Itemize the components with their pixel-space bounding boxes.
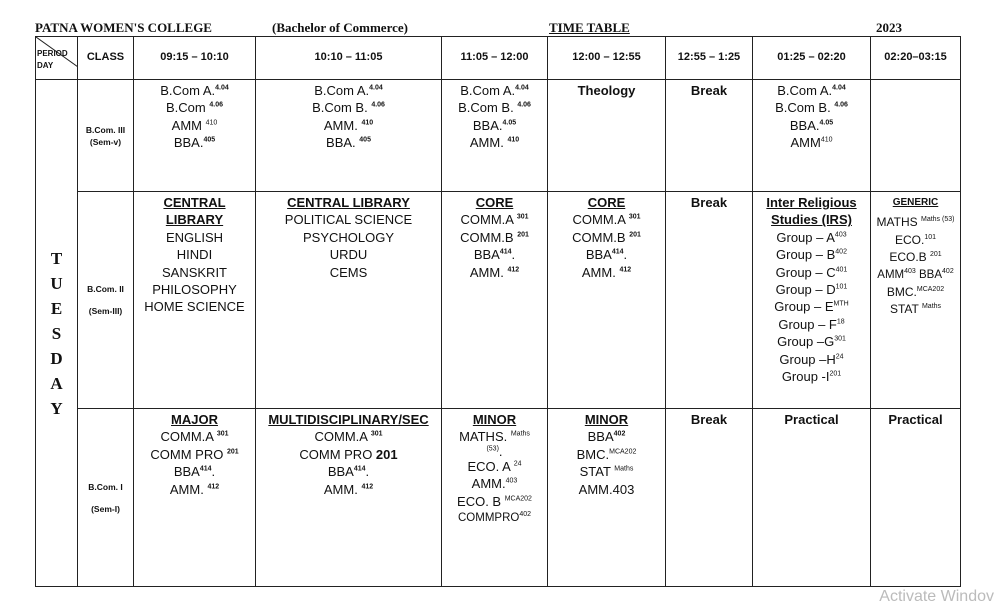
period-cell: CORE COMM.A $^{301}$ COMM.B $^{201}$ BBA$^{414}$. AMM. $^{412}$: [548, 192, 666, 409]
course-name: (Bachelor of Commerce): [272, 20, 408, 35]
period-cell: B.Com A.$^{4.04}$ B.Com B. $^{4.06}$ BBA.$^{4.05}$ AMM. $^{410}$: [442, 80, 548, 192]
class-cell: B.Com. III (Sem-v): [78, 80, 134, 192]
class-cell: B.Com. I (Sem-I): [78, 409, 134, 587]
period-cell: CORE COMM.A $^{301}$ COMM.B $^{201}$ BBA$^{414}$. AMM. $^{412}$: [442, 192, 548, 409]
period-label: PERIOD: [37, 49, 68, 58]
table-row: [36, 80, 961, 192]
period-cell: B.Com A.$^{4.04}$ B.Com B. $^{4.06}$ BBA.$^{4.05}$ AMM$^{410}$: [753, 80, 871, 192]
period-cell: B.Com A.$^{4.04}$ B.Com $^{4.06}$ AMM $^{410}$ BBA.$^{405}$: [134, 80, 256, 192]
period-cell: Practical: [871, 409, 961, 587]
class-cell: B.Com. II (Sem-III): [78, 192, 134, 409]
break-cell: Break: [666, 192, 753, 409]
period-cell: B.Com A.$^{4.04}$ B.Com B. $^{4.06}$ AMM. $^{410}$ BBA. $^{405}$: [256, 80, 442, 192]
timetable: [35, 36, 961, 587]
period-cell: Theology: [548, 80, 666, 192]
day-cell: T U E S D A Y: [36, 80, 78, 587]
period-header: 10:10 – 11:05: [256, 37, 442, 80]
table-row: [36, 409, 961, 587]
period-cell: [871, 80, 961, 192]
period-cell: MINOR MATHS. $^{Maths}$ $^{(53)}$. ECO. A $^{24}$ AMM.$^{403}$ ECO. B $^{MCA202}$ COMMPRO$^{402}$: [442, 409, 548, 587]
period-header: 11:05 – 12:00: [442, 37, 548, 80]
table-row: [36, 192, 961, 409]
period-cell: Practical: [753, 409, 871, 587]
period-cell: Inter Religious Studies (IRS) Group – $A^{403}$ Group – $B^{402}$ Group – $C^{401}$ Group – $D^{101}$ Group – $E^{MTH}$ Group – $F^{18}$ Group $-G^{301}$ Group $-H^{24}$ Group $-I^{201}$: [753, 192, 871, 409]
period-header: 02:20–03:15: [871, 37, 961, 80]
year: 2023: [876, 20, 902, 35]
period-cell: CENTRAL LIBRARY POLITICAL SCIENCE PSYCHOLOGY URDU CEMS: [256, 192, 442, 409]
period-cell: MAJOR COMM.A $^{301}$ COMM PRO $^{201}$ BBA$^{414}$. AMM. $^{412}$: [134, 409, 256, 587]
activation-watermark: Activate Windov: [879, 588, 994, 605]
period-header: 01:25 – 02:20: [753, 37, 871, 80]
document-title: TIME TABLE: [549, 20, 630, 35]
break-cell: Break: [666, 80, 753, 192]
period-day-corner: [36, 37, 78, 80]
break-cell: Break: [666, 409, 753, 587]
period-header: 09:15 – 10:10: [134, 37, 256, 80]
college-name: PATNA WOMEN'S COLLEGE: [35, 20, 212, 35]
period-cell: MINOR BBA$^{402}$ BMC.$^{MCA202}$ STAT $^{Maths}$ AMM.403: [548, 409, 666, 587]
period-header: 12:55 – 1:25: [666, 37, 753, 80]
period-cell: MULTIDISCIPLINARY/SEC COMM.A $^{301}$ COMM PRO 201 BBA$^{414}$. AMM. $^{412}$: [256, 409, 442, 587]
period-header: 12:00 – 12:55: [548, 37, 666, 80]
class-header: CLASS: [78, 37, 134, 80]
day-label: DAY: [37, 61, 54, 70]
period-cell: GENERIC MATHS $^{Maths (53)}$ ECO.$^{101}$ ECO.B $^{201}$ AMM$^{403}$ BBA$^{402}$ BMC.$^{MCA202}$ STAT $^{Maths}$: [871, 192, 961, 409]
period-cell: CENTRAL LIBRARY ENGLISH HINDI SANSKRIT PHILOSOPHY HOME SCIENCE: [134, 192, 256, 409]
